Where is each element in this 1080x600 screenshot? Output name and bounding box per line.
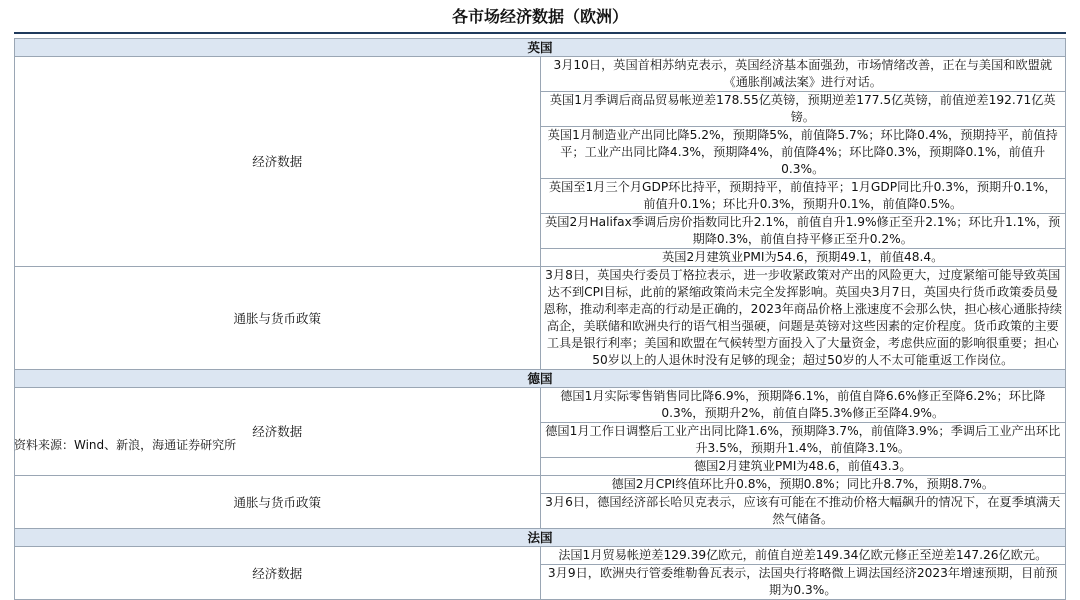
data-cell: 英国至1月三个月GDP环比持平，预期持平，前值持平；1月GDP同比升0.3%，预期升0.1%，前值升0.1%；环比升0.3%，预期升0.1%，前值降0.5%。 (540, 179, 1066, 214)
section-title-fr: 法国 (15, 529, 1066, 547)
title-divider (14, 32, 1066, 34)
data-cell: 英国1月季调后商品贸易帐逆差178.55亿英镑，预期逆差177.5亿英镑，前值逆差192.71亿英镑。 (540, 92, 1066, 127)
table-row (15, 476, 1066, 494)
data-cell: 德国1月工作日调整后工业产出同比降1.6%，预期降3.7%，前值降3.9%；季调后工业产出环比升3.5%，预期升1.4%，前值降3.1%。 (540, 423, 1066, 458)
section-title-de: 德国 (15, 370, 1066, 388)
data-cell: 德国2月建筑业PMI为48.6，前值43.3。 (540, 458, 1066, 476)
table-row (15, 547, 1066, 565)
source-note: 资料来源：Wind、新浪，海通证券研究所 (14, 438, 237, 452)
category-label-de-policy: 通胀与货币政策 (15, 476, 541, 529)
category-label-fr-econ: 经济数据 (15, 547, 541, 600)
data-cell: 3月9日，欧洲央行管委维勒鲁瓦表示，法国央行将略微上调法国经济2023年增速预期，目前预期为0.3%。 (540, 565, 1066, 600)
table-row (15, 57, 1066, 92)
data-cell: 英国1月制造业产出同比降5.2%，预期降5%，前值降5.7%；环比降0.4%，预期持平，前值持平；工业产出同比降4.3%，预期降4%，前值降4%；环比降0.3%，预期降0.1%，前值升0.3%。 (540, 127, 1066, 179)
data-cell: 德国2月CPI终值环比升0.8%，预期0.8%；同比升8.7%，预期8.7%。 (540, 476, 1066, 494)
category-label-uk-econ: 经济数据 (15, 57, 541, 267)
table-row (15, 388, 1066, 423)
section-title-uk: 英国 (15, 39, 1066, 57)
page-title: 各市场经济数据（欧洲） (451, 7, 628, 26)
data-cell: 3月6日，德国经济部长哈贝克表示，应该有可能在不推动价格大幅飙升的情况下，在夏季填满天然气储备。 (540, 494, 1066, 529)
data-cell: 英国2月建筑业PMI为54.6，预期49.1，前值48.4。 (540, 249, 1066, 267)
data-cell: 3月10日，英国首相苏纳克表示，英国经济基本面强劲，市场情绪改善，正在与美国和欧盟就《通胀削减法案》进行对话。 (540, 57, 1066, 92)
europe-data-table (14, 38, 1066, 600)
section-header-fr (15, 529, 1066, 547)
data-cell: 德国1月实际零售销售同比降6.9%，预期降6.1%，前值自降6.6%修正至降6.2%；环比降0.3%，预期升2%，前值自降5.3%修正至降4.9%。 (540, 388, 1066, 423)
category-label-de-econ: 经济数据 (15, 388, 541, 476)
section-header-de (15, 370, 1066, 388)
data-cell: 英国2月Halifax季调后房价指数同比升2.1%，前值自升1.9%修正至升2.1%；环比升1.1%，预期降0.3%，前值自持平修正至升0.2%。 (540, 214, 1066, 249)
data-cell: 3月8日，英国央行委员丁格拉表示，进一步收紧政策对产出的风险更大，过度紧缩可能导致英国达不到CPI目标，此前的紧缩政策尚未完全发挥影响。英国央3月7日，英国央行货币政策委员曼恩称，推动利率走高的行动是正确的，2023年商品价格上涨速度不会那么快，担心核心通胀持续高企，美联储和欧洲央行的语气相当强硬，问题是英镑对这些因素的定价程度。货币政策的主要工具是银行利率；美国和欧盟在气候转型方面投入了大量资金，考虑供应面的影响很重要；担心50岁以上的人退休时没有足够的现金；超过50岁的人不太可能重返工作岗位。 (540, 267, 1066, 370)
data-cell: 法国1月贸易帐逆差129.39亿欧元，前值自逆差149.34亿欧元修正至逆差147.26亿欧元。 (540, 547, 1066, 565)
section-header-uk (15, 39, 1066, 57)
category-label-uk-policy: 通胀与货币政策 (15, 267, 541, 370)
table-row (15, 267, 1066, 370)
